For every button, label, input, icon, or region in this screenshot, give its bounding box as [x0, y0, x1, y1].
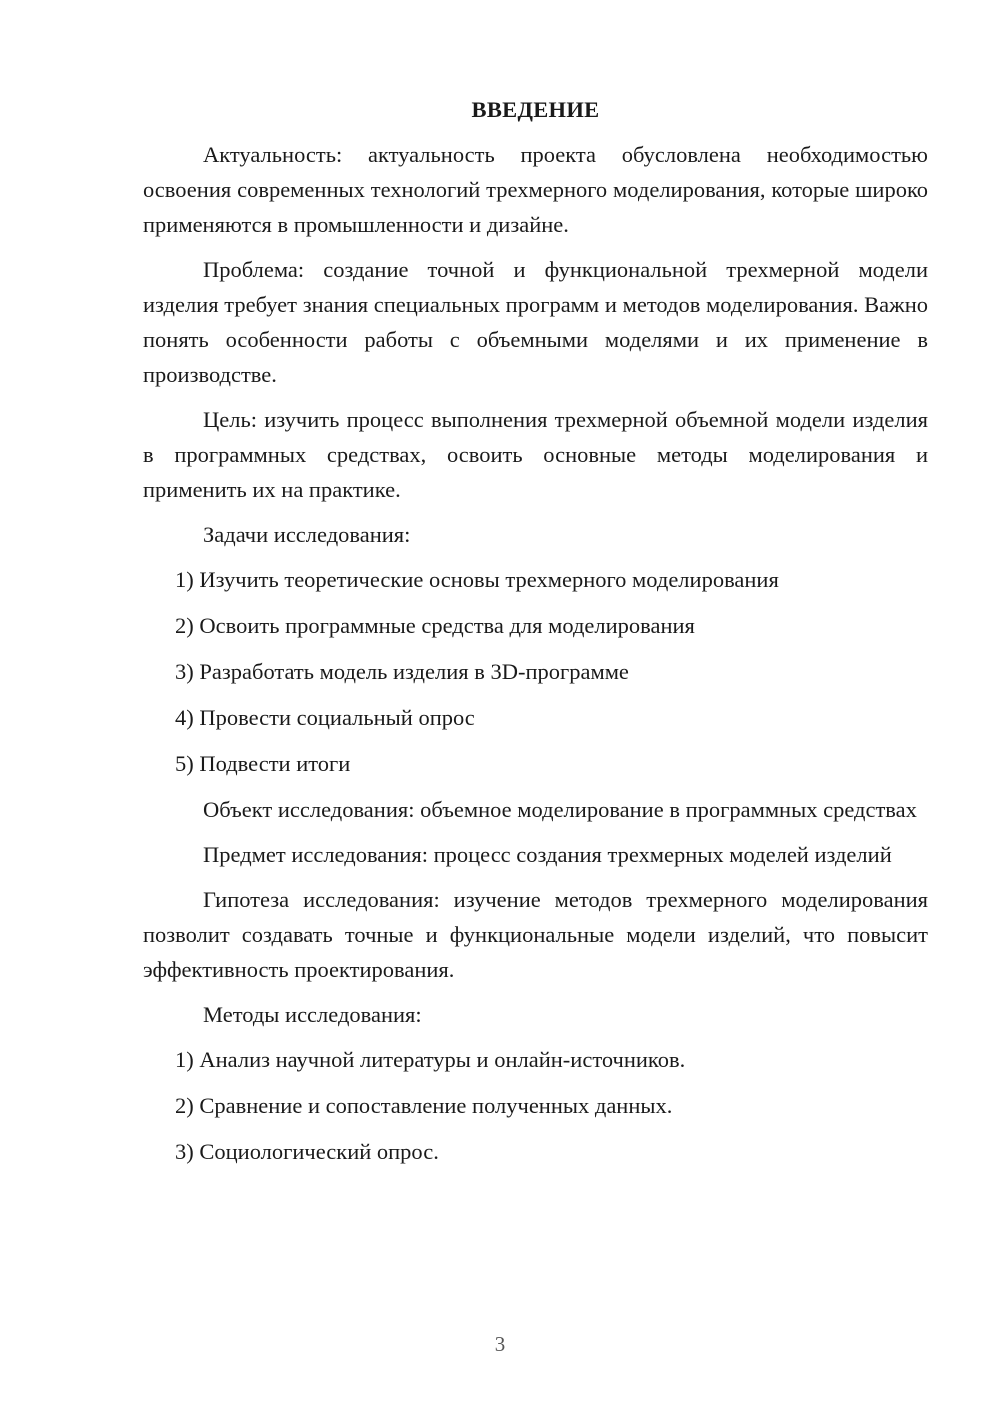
list-item: 2) Сравнение и сопоставление полученных данных. — [175, 1093, 673, 1118]
page-content — [143, 92, 928, 1180]
list-item: 1) Изучить теоретические основы трехмерного моделирования — [175, 567, 779, 592]
tasks-list — [143, 562, 928, 781]
methods-title: Методы исследования: — [203, 1002, 422, 1027]
page-title: ВВЕДЕНИЕ — [471, 97, 600, 122]
page-number: 3 — [494, 1332, 506, 1356]
list-item: 1) Анализ научной литературы и онлайн-источников. — [175, 1047, 686, 1072]
list-item: 4) Провести социальный опрос — [175, 705, 475, 730]
list-item: 3) Социологический опрос. — [175, 1139, 439, 1164]
hypothesis-paragraph: Гипотеза исследования: изучение методов трехмерного моделирования позволит создавать точные и функциональные модели изделий, что повысит эффективность проектирования. — [143, 887, 928, 982]
tasks-title: Задачи исследования: — [203, 522, 411, 547]
subject-paragraph: Предмет исследования: процесс создания трехмерных моделей изделий — [203, 842, 892, 867]
relevance-paragraph: Актуальность: актуальность проекта обусловлена необходимостью освоения современных технологий трехмерного моделирования, которые широко применяются в промышленности и дизайне. — [143, 142, 928, 237]
problem-paragraph: Проблема: создание точной и функциональной трехмерной модели изделия требует знания специальных программ и методов моделирования. Важно понять особенности работы с объемными моделями и их применение в производстве. — [143, 257, 928, 387]
methods-list — [143, 1042, 928, 1169]
object-paragraph: Объект исследования: объемное моделирование в программных средствах — [203, 797, 917, 822]
list-item: 3) Разработать модель изделия в 3D-программе — [175, 659, 629, 684]
goal-paragraph: Цель: изучить процесс выполнения трехмерной объемной модели изделия в программных средствах, освоить основные методы моделирования и применить их на практике. — [143, 407, 928, 502]
list-item: 5) Подвести итоги — [175, 751, 351, 776]
list-item: 2) Освоить программные средства для моделирования — [175, 613, 695, 638]
